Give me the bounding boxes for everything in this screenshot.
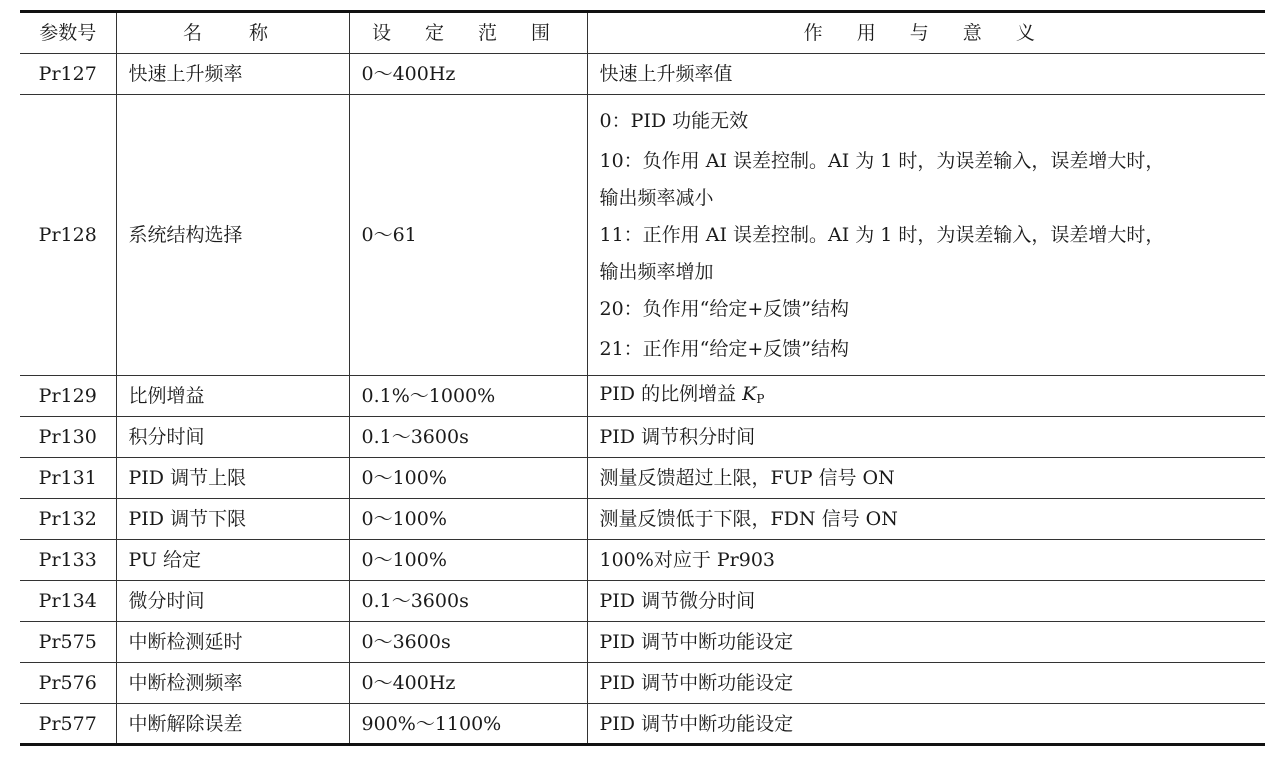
name-cell: PID 调节下限 xyxy=(116,499,349,540)
name-cell: PU 给定 xyxy=(116,540,349,581)
range-cell: 0～400Hz xyxy=(349,663,587,704)
param-cell: Pr575 xyxy=(20,622,116,663)
meaning-line: 10：负作用 AI 误差控制。AI 为 1 时，为误差输入，误差增大时， xyxy=(599,150,1165,172)
name-cell: 快速上升频率 xyxy=(116,54,349,95)
meaning-cell: PID 调节中断功能设定 xyxy=(587,663,1265,704)
range-cell: 0～100% xyxy=(349,458,587,499)
range-cell: 0.1～3600s xyxy=(349,417,587,458)
meaning-cell: PID 调节中断功能设定 xyxy=(587,704,1265,745)
meaning-cell xyxy=(587,95,1265,376)
table-row xyxy=(20,540,1265,581)
table-row xyxy=(20,376,1265,417)
meaning-cell: PID 调节微分时间 xyxy=(587,581,1265,622)
range-cell: 0.1%～1000% xyxy=(349,376,587,417)
table-header-row xyxy=(20,12,1265,54)
range-cell: 0～61 xyxy=(349,95,587,376)
header-name: 名 称 xyxy=(116,12,349,54)
meaning-cell: PID 调节中断功能设定 xyxy=(587,622,1265,663)
table-row xyxy=(20,622,1265,663)
name-cell: 微分时间 xyxy=(116,581,349,622)
meaning-line: 11：正作用 AI 误差控制。AI 为 1 时，为误差输入，误差增大时， xyxy=(599,224,1165,246)
table-row xyxy=(20,417,1265,458)
meaning-cell: 快速上升频率值 xyxy=(587,54,1265,95)
table-row xyxy=(20,581,1265,622)
name-cell: 中断解除误差 xyxy=(116,704,349,745)
range-cell: 0～3600s xyxy=(349,622,587,663)
range-cell: 0.1～3600s xyxy=(349,581,587,622)
table-row xyxy=(20,54,1265,95)
name-cell: 系统结构选择 xyxy=(116,95,349,376)
meaning-cell: 测量反馈低于下限，FDN 信号 ON xyxy=(587,499,1265,540)
param-cell: Pr134 xyxy=(20,581,116,622)
name-cell: 中断检测延时 xyxy=(116,622,349,663)
table-row xyxy=(20,95,1265,376)
param-cell: Pr576 xyxy=(20,663,116,704)
meaning-line: 输出频率减小 xyxy=(599,187,714,209)
table-row xyxy=(20,704,1265,745)
header-meaning: 作 用 与 意 义 xyxy=(587,12,1265,54)
range-cell: 0～100% xyxy=(349,499,587,540)
param-cell: Pr130 xyxy=(20,417,116,458)
range-cell: 0～400Hz xyxy=(349,54,587,95)
gain-subscript: P xyxy=(756,391,765,406)
meaning-cell: 测量反馈超过上限，FUP 信号 ON xyxy=(587,458,1265,499)
name-cell: 比例增益 xyxy=(116,376,349,417)
param-cell: Pr127 xyxy=(20,54,116,95)
meaning-line: 输出频率增加 xyxy=(599,261,714,283)
meaning-line: 21：正作用“给定+反馈”结构 xyxy=(599,338,850,360)
range-cell: 900%～1100% xyxy=(349,704,587,745)
param-cell: Pr129 xyxy=(20,376,116,417)
name-cell: 中断检测频率 xyxy=(116,663,349,704)
param-cell: Pr128 xyxy=(20,95,116,376)
meaning-cell: PID 调节积分时间 xyxy=(587,417,1265,458)
header-param: 参数号 xyxy=(20,12,116,54)
meaning-cell xyxy=(587,376,1265,417)
meaning-line: 20：负作用“给定+反馈”结构 xyxy=(599,298,850,320)
table-row xyxy=(20,663,1265,704)
name-cell: 积分时间 xyxy=(116,417,349,458)
parameter-table xyxy=(20,10,1265,746)
header-range: 设 定 范 围 xyxy=(349,12,587,54)
meaning-cell: 100%对应于 Pr903 xyxy=(587,540,1265,581)
param-cell: Pr132 xyxy=(20,499,116,540)
name-cell: PID 调节上限 xyxy=(116,458,349,499)
param-cell: Pr577 xyxy=(20,704,116,745)
range-cell: 0～100% xyxy=(349,540,587,581)
param-cell: Pr133 xyxy=(20,540,116,581)
gain-symbol: K xyxy=(742,382,757,405)
param-cell: Pr131 xyxy=(20,458,116,499)
meaning-text: PID 的比例增益 xyxy=(599,382,743,405)
meaning-line: 0：PID 功能无效 xyxy=(599,110,749,132)
table-row xyxy=(20,458,1265,499)
table-row xyxy=(20,499,1265,540)
